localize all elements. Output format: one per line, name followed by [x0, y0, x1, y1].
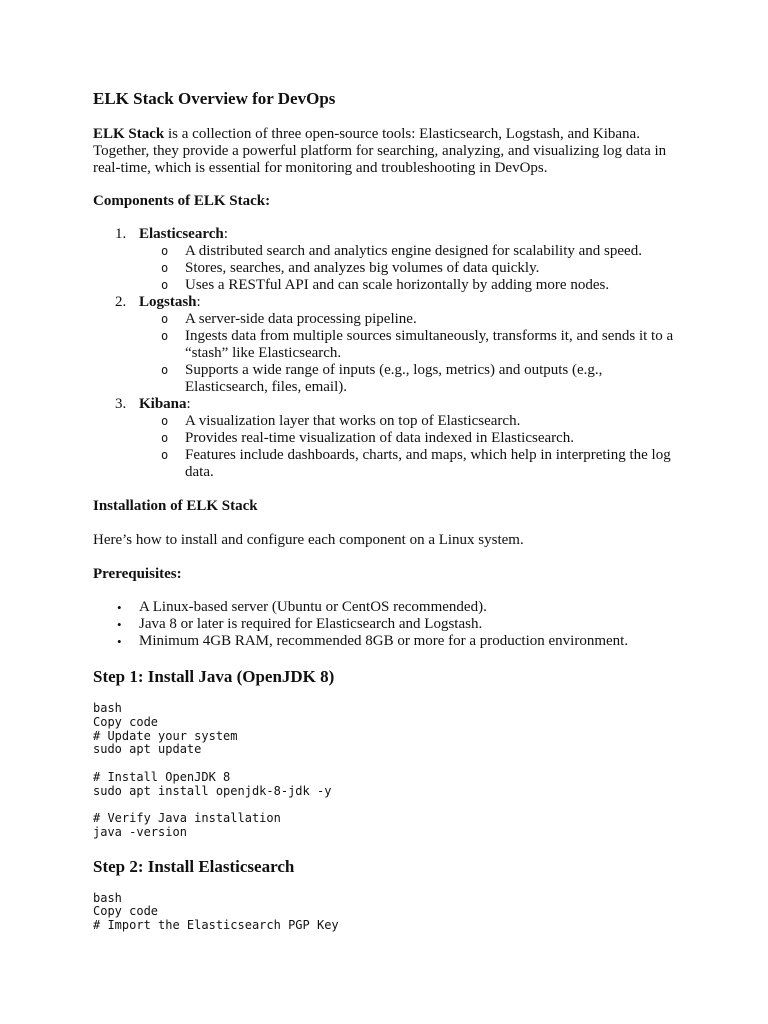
installation-text: Here’s how to install and configure each component on a Linux system.	[93, 532, 524, 548]
component-bullets	[139, 311, 683, 396]
intro-paragraph	[93, 126, 683, 177]
bullet-dot-icon: •	[117, 634, 122, 649]
list-item: o Supports a wide range of inputs (e.g., logs, metrics) and outputs (e.g., Elasticsearch, files, email).	[161, 362, 603, 395]
circle-bullet-icon: o	[161, 312, 169, 326]
step2-heading: Step 2: Install Elasticsearch	[93, 856, 295, 876]
list-item: o A distributed search and analytics engine designed for scalability and speed.	[161, 243, 642, 259]
circle-bullet-icon: o	[161, 261, 169, 275]
list-item: o Provides real-time visualization of data indexed in Elasticsearch.	[161, 430, 575, 446]
component-number: 1.	[115, 226, 127, 242]
component-bullets	[139, 243, 683, 294]
copy-code-button[interactable]: Copy code	[93, 904, 159, 919]
code-line: sudo apt install openjdk-8-jdk -y	[93, 783, 332, 798]
circle-bullet-icon: o	[161, 363, 169, 377]
component-number: 2.	[115, 294, 127, 310]
list-item: • Java 8 or later is required for Elasticsearch and Logstash.	[117, 616, 483, 632]
step1-code-block	[93, 702, 683, 840]
list-item: o Features include dashboards, charts, and maps, which help in interpreting the log data.	[161, 447, 671, 480]
step2-code-block	[93, 892, 683, 933]
code-line: # Install OpenJDK 8	[93, 769, 231, 784]
components-list	[93, 226, 683, 481]
component-name: Kibana	[139, 396, 187, 412]
intro-bold: ELK Stack	[93, 126, 165, 142]
list-item: o Stores, searches, and analyzes big volumes of data quickly.	[161, 260, 540, 276]
list-item: o A server-side data processing pipeline.	[161, 311, 417, 327]
prerequisites-heading: Prerequisites:	[93, 566, 182, 582]
circle-bullet-icon: o	[161, 329, 169, 343]
bullet-dot-icon: •	[117, 617, 122, 632]
prerequisites-list	[93, 599, 683, 650]
code-lang: bash	[93, 701, 122, 715]
component-item: 3. Kibana: o A visualization layer that works on top of Elasticsearch. o Provides real-time visualization of data indexed in Elasticsearch. o Features include dashboards, charts, and maps, which help in interpreting the log data.	[93, 396, 683, 481]
bullet-dot-icon: •	[117, 600, 122, 615]
document-page	[93, 88, 683, 933]
circle-bullet-icon: o	[161, 278, 169, 292]
code-line: sudo apt update	[93, 742, 202, 757]
component-bullets	[139, 413, 683, 481]
components-heading: Components of ELK Stack:	[93, 193, 271, 209]
list-item: o Ingests data from multiple sources simultaneously, transforms it, and sends it to a “stash” like Elasticsearch.	[161, 328, 674, 361]
component-number: 3.	[115, 396, 127, 412]
component-name: Logstash	[139, 294, 197, 310]
code-line: # Verify Java installation	[93, 811, 281, 825]
component-item: 1. Elasticsearch: o A distributed search and analytics engine designed for scalability and speed. o Stores, searches, and analyzes big volumes of data quickly. o Uses a RESTful API and can scale horizontally by adding more nodes.	[93, 226, 683, 294]
code-line: # Update your system	[93, 728, 238, 743]
circle-bullet-icon: o	[161, 448, 169, 462]
list-item: o Uses a RESTful API and can scale horizontally by adding more nodes.	[161, 277, 610, 293]
circle-bullet-icon: o	[161, 244, 169, 258]
installation-heading: Installation of ELK Stack	[93, 498, 258, 514]
component-item: 2. Logstash: o A server-side data processing pipeline. o Ingests data from multiple sources simultaneously, transforms it, and sends it to a “stash” like Elasticsearch. o Supports a wide range of inputs (e.g., logs, metrics) and outputs (e.g., Elasticsearch, files, email).	[93, 294, 683, 396]
document-title: ELK Stack Overview for DevOps	[93, 89, 336, 108]
code-line: java -version	[93, 824, 187, 839]
copy-code-button[interactable]: Copy code	[93, 714, 159, 729]
code-lang: bash	[93, 890, 122, 905]
list-item: • Minimum 4GB RAM, recommended 8GB or more for a production environment.	[117, 633, 629, 649]
intro-text: is a collection of three open-source tools: Elasticsearch, Logstash, and Kibana. Together, they provide a powerful platform for searching, analyzing, and visualizing log data in real-time, which is essential for monitoring and troubleshooting in DevOps.	[93, 126, 667, 176]
list-item: • A Linux-based server (Ubuntu or CentOS recommended).	[117, 599, 487, 615]
list-item: o A visualization layer that works on top of Elasticsearch.	[161, 413, 521, 429]
circle-bullet-icon: o	[161, 431, 169, 445]
component-name: Elasticsearch	[139, 226, 224, 242]
step1-heading: Step 1: Install Java (OpenJDK 8)	[93, 667, 335, 686]
code-line: # Import the Elasticsearch PGP Key	[93, 918, 339, 932]
circle-bullet-icon: o	[161, 414, 169, 428]
